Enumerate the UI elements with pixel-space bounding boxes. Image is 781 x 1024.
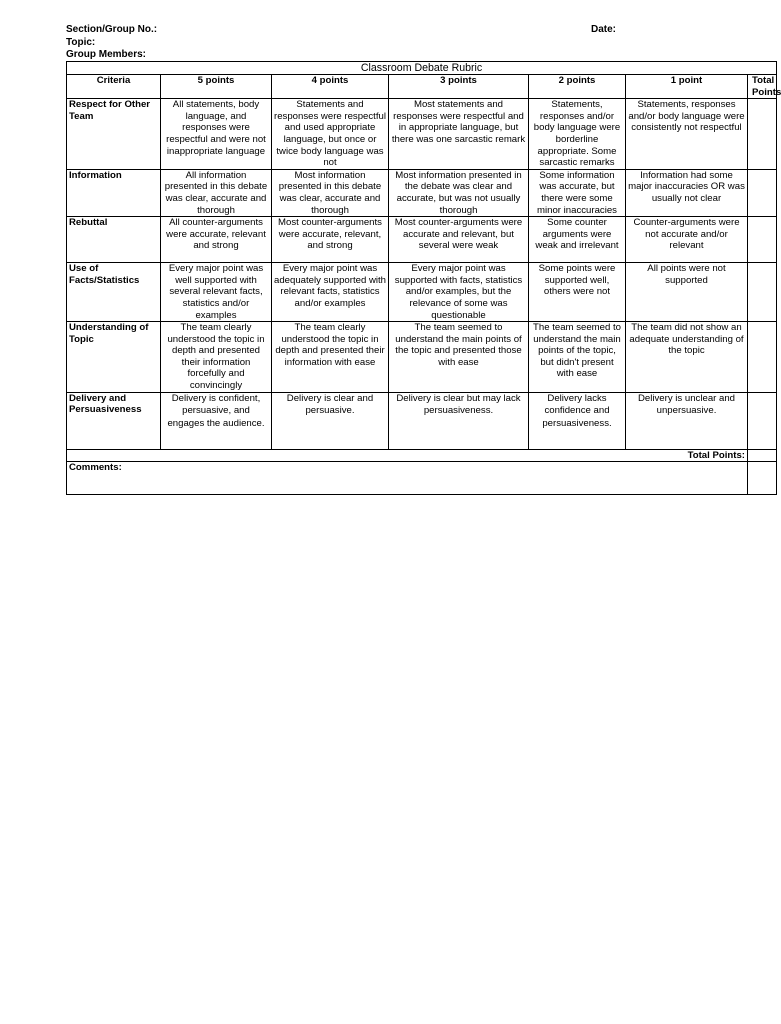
- score-3-cell: Delivery is clear but may lack persuasiveness.: [389, 392, 529, 449]
- score-1-cell: Counter-arguments were not accurate and/or relevant: [626, 217, 748, 263]
- score-3-cell: Most statements and responses were respectful and in appropriate language, but there was one sarcastic remark: [389, 99, 529, 170]
- criteria-cell: Understanding of Topic: [67, 322, 161, 393]
- column-header-total-points: Total Points: [748, 75, 777, 99]
- column-header-row: [67, 75, 777, 99]
- column-header-5-points: 5 points: [161, 75, 272, 99]
- score-5-cell: Delivery is confident, persuasive, and engages the audience.: [161, 392, 272, 449]
- score-4-cell: Delivery is clear and persuasive.: [272, 392, 389, 449]
- score-5-cell: All information presented in this debate was clear, accurate and thorough: [161, 169, 272, 216]
- score-3-cell: Every major point was supported with facts, statistics and/or examples, but the relevance of some was questionable: [389, 263, 529, 322]
- score-2-cell: Delivery lacks confidence and persuasiveness.: [529, 392, 626, 449]
- table-row: [67, 169, 777, 216]
- total-points-row: [67, 449, 777, 461]
- score-2-cell: Statements, responses and/or body language were borderline appropriate. Some sarcastic remarks: [529, 99, 626, 170]
- score-3-cell: Most counter-arguments were accurate and relevant, but several were weak: [389, 217, 529, 263]
- comments-label: Comments:: [67, 461, 748, 494]
- column-header-4-points: 4 points: [272, 75, 389, 99]
- table-row: [67, 99, 777, 170]
- score-4-cell: Most information presented in this debate was clear, accurate and thorough: [272, 169, 389, 216]
- section-group-label: Section/Group No.:: [66, 24, 158, 35]
- column-header-1-point: 1 point: [626, 75, 748, 99]
- criteria-cell: Use of Facts/Statistics: [67, 263, 161, 322]
- table-row: [67, 217, 777, 263]
- table-row: [67, 392, 777, 449]
- grand-total-entry-cell[interactable]: [748, 449, 777, 461]
- date-label: Date:: [591, 24, 617, 35]
- column-header-criteria: Criteria: [67, 75, 161, 99]
- score-1-cell: Delivery is unclear and unpersuasive.: [626, 392, 748, 449]
- score-3-cell: The team seemed to understand the main points of the topic and presented those with ease: [389, 322, 529, 393]
- rubric-sheet: [66, 61, 781, 495]
- column-header-3-points: 3 points: [389, 75, 529, 99]
- total-points-entry-cell[interactable]: [748, 322, 777, 393]
- group-members-label: Group Members:: [66, 49, 147, 60]
- score-2-cell: Some counter arguments were weak and irrelevant: [529, 217, 626, 263]
- rubric-title: Classroom Debate Rubric: [67, 62, 777, 75]
- criteria-cell: Delivery and Persuasiveness: [67, 392, 161, 449]
- score-1-cell: All points were not supported: [626, 263, 748, 322]
- score-2-cell: Some points were supported well, others were not: [529, 263, 626, 322]
- total-points-entry-cell[interactable]: [748, 263, 777, 322]
- table-row: [67, 263, 777, 322]
- total-points-label: Total Points:: [67, 449, 748, 461]
- score-1-cell: Information had some major inaccuracies OR was usually not clear: [626, 169, 748, 216]
- comments-row: [67, 461, 777, 494]
- comments-side-cell: [748, 461, 777, 494]
- score-2-cell: Some information was accurate, but there were some minor inaccuracies: [529, 169, 626, 216]
- score-5-cell: Every major point was well supported with several relevant facts, statistics and/or examples: [161, 263, 272, 322]
- score-2-cell: The team seemed to understand the main points of the topic, but didn't present with ease: [529, 322, 626, 393]
- total-points-entry-cell[interactable]: [748, 392, 777, 449]
- total-points-entry-cell[interactable]: [748, 217, 777, 263]
- criteria-cell: Respect for Other Team: [67, 99, 161, 170]
- score-4-cell: Every major point was adequately supported with relevant facts, statistics and/or examples: [272, 263, 389, 322]
- score-4-cell: Statements and responses were respectful and used appropriate language, but once or twice body language was not: [272, 99, 389, 170]
- score-1-cell: The team did not show an adequate understanding of the topic: [626, 322, 748, 393]
- header-row-topic: [66, 37, 766, 50]
- header-row-section: [66, 24, 766, 37]
- score-4-cell: Most counter-arguments were accurate, relevant, and strong: [272, 217, 389, 263]
- header-row-members: [66, 49, 766, 62]
- table-row: [67, 322, 777, 393]
- total-points-entry-cell[interactable]: [748, 99, 777, 170]
- criteria-cell: Information: [67, 169, 161, 216]
- criteria-cell: Rebuttal: [67, 217, 161, 263]
- score-4-cell: The team clearly understood the topic in depth and presented their information with ease: [272, 322, 389, 393]
- score-5-cell: All counter-arguments were accurate, relevant and strong: [161, 217, 272, 263]
- score-5-cell: All statements, body language, and responses were respectful and were not inappropriate language: [161, 99, 272, 170]
- debate-rubric-table: [66, 61, 781, 495]
- score-5-cell: The team clearly understood the topic in depth and presented their information forcefully and convincingly: [161, 322, 272, 393]
- score-1-cell: Statements, responses and/or body language were consistently not respectful: [626, 99, 748, 170]
- column-header-2-points: 2 points: [529, 75, 626, 99]
- topic-label: Topic:: [66, 36, 96, 48]
- document-header: [66, 24, 766, 62]
- total-points-entry-cell[interactable]: [748, 169, 777, 216]
- score-3-cell: Most information presented in the debate was clear and accurate, but was not usually thorough: [389, 169, 529, 216]
